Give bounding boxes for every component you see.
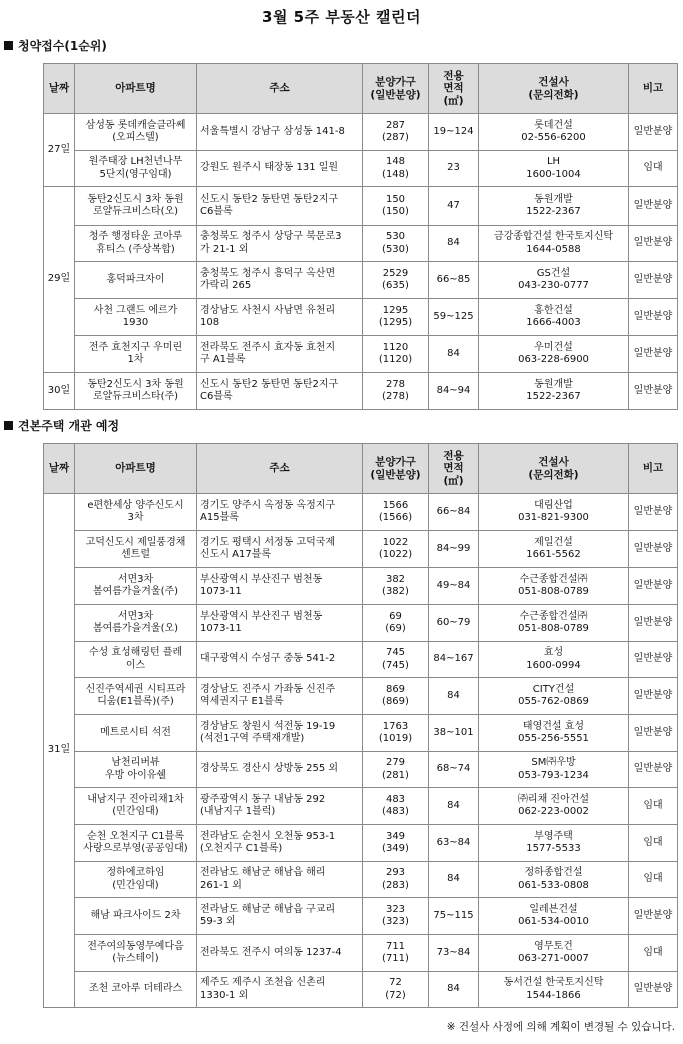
units-cell: 1566 (1566) xyxy=(363,494,429,531)
table-row xyxy=(44,187,678,226)
address-cell: 전라남도 해남군 해남읍 구교리 59-3 외 xyxy=(197,898,363,935)
table-row xyxy=(44,715,678,752)
area-cell: 84 xyxy=(429,788,479,825)
units-cell: 483 (483) xyxy=(363,788,429,825)
column-header: 비고 xyxy=(629,444,678,494)
note-cell: 임대 xyxy=(629,788,678,825)
table-row xyxy=(44,825,678,862)
model-house-table xyxy=(43,443,678,1008)
builder-contact-cell: 우미건설 063-228-6900 xyxy=(479,336,629,373)
column-header: 날짜 xyxy=(44,444,75,494)
table-row xyxy=(44,151,678,187)
area-cell: 84~99 xyxy=(429,531,479,568)
address-cell: 전라남도 해남군 해남읍 해리 261-1 외 xyxy=(197,862,363,898)
table-row xyxy=(44,531,678,568)
area-cell: 84~94 xyxy=(429,373,479,410)
table-row xyxy=(44,373,678,410)
note-cell: 일반분양 xyxy=(629,299,678,336)
units-cell: 148 (148) xyxy=(363,151,429,187)
apartment-name-cell: 동탄2신도시 3차 동원 로얄듀크비스타(오) xyxy=(75,187,197,226)
address-cell: 신도시 동탄2 동탄면 동탄2지구 C6블록 xyxy=(197,187,363,226)
address-cell: 부산광역시 부산진구 범천동 1073-11 xyxy=(197,605,363,642)
area-cell: 23 xyxy=(429,151,479,187)
units-cell: 382 (382) xyxy=(363,568,429,605)
apartment-name-cell: e편한세상 양주신도시 3차 xyxy=(75,494,197,531)
units-cell: 293 (283) xyxy=(363,862,429,898)
builder-contact-cell: 일레븐건설 061-534-0010 xyxy=(479,898,629,935)
builder-contact-cell: ㈜리채 진아건설 062-223-0002 xyxy=(479,788,629,825)
apartment-name-cell: 삼성동 롯데캐슬클라쎄 (오피스텔) xyxy=(75,114,197,151)
area-cell: 38~101 xyxy=(429,715,479,752)
builder-contact-cell: LH 1600-1004 xyxy=(479,151,629,187)
apartment-name-cell: 남천리버뷰 우방 아이유쉘 xyxy=(75,752,197,788)
address-cell: 전라북도 전주시 여의동 1237-4 xyxy=(197,935,363,972)
square-bullet-icon xyxy=(4,41,13,50)
units-cell: 2529 (635) xyxy=(363,262,429,299)
address-cell: 강원도 원주시 태장동 131 일원 xyxy=(197,151,363,187)
table-row xyxy=(44,788,678,825)
table-row xyxy=(44,299,678,336)
column-header: 분양가구 (일반분양) xyxy=(363,64,429,114)
date-cell: 29일 xyxy=(44,187,75,373)
units-cell: 869 (869) xyxy=(363,678,429,715)
address-cell: 부산광역시 부산진구 범천동 1073-11 xyxy=(197,568,363,605)
table-row xyxy=(44,262,678,299)
builder-contact-cell: 동서건설 한국토지신탁 1544-1866 xyxy=(479,972,629,1008)
units-cell: 323 (323) xyxy=(363,898,429,935)
units-cell: 69 (69) xyxy=(363,605,429,642)
apartment-name-cell: 청주 행정타운 코아루 휴티스 (주상복합) xyxy=(75,226,197,262)
units-cell: 1763 (1019) xyxy=(363,715,429,752)
apartment-name-cell: 원주태장 LH천년나무 5단지(영구임대) xyxy=(75,151,197,187)
address-cell: 경상북도 경산시 상방동 255 외 xyxy=(197,752,363,788)
address-cell: 서울특별시 강남구 삼성동 141-8 xyxy=(197,114,363,151)
date-cell: 27일 xyxy=(44,114,75,187)
apartment-name-cell: 조천 코아루 더테라스 xyxy=(75,972,197,1008)
note-cell: 일반분양 xyxy=(629,605,678,642)
date-cell: 30일 xyxy=(44,373,75,410)
address-cell: 충청북도 청주시 흥덕구 옥산면 가락리 265 xyxy=(197,262,363,299)
builder-contact-cell: 대림산업 031-821-9300 xyxy=(479,494,629,531)
column-header: 날짜 xyxy=(44,64,75,114)
area-cell: 19~124 xyxy=(429,114,479,151)
address-cell: 경상남도 창원시 석전동 19-19 (석전1구역 주택재개발) xyxy=(197,715,363,752)
header-row xyxy=(44,444,678,494)
note-cell: 일반분양 xyxy=(629,114,678,151)
area-cell: 66~84 xyxy=(429,494,479,531)
units-cell: 72 (72) xyxy=(363,972,429,1008)
table-row xyxy=(44,972,678,1008)
note-cell: 일반분양 xyxy=(629,226,678,262)
apartment-name-cell: 서면3차 봄여름가을겨울(오) xyxy=(75,605,197,642)
builder-contact-cell: 수근종합건설㈜ 051-808-0789 xyxy=(479,605,629,642)
table-row xyxy=(44,114,678,151)
column-header: 주소 xyxy=(197,444,363,494)
table-row xyxy=(44,752,678,788)
note-cell: 임대 xyxy=(629,862,678,898)
column-header: 건설사 (문의전화) xyxy=(479,444,629,494)
apartment-name-cell: 사천 그랜드 에르가 1930 xyxy=(75,299,197,336)
section-heading-subscription xyxy=(4,37,107,54)
area-cell: 75~115 xyxy=(429,898,479,935)
note-cell: 임대 xyxy=(629,825,678,862)
units-cell: 530 (530) xyxy=(363,226,429,262)
note-cell: 일반분양 xyxy=(629,568,678,605)
area-cell: 84 xyxy=(429,226,479,262)
table-row xyxy=(44,898,678,935)
date-cell: 31일 xyxy=(44,494,75,1008)
address-cell: 전라북도 전주시 효자동 효천지 구 A1블록 xyxy=(197,336,363,373)
table-row xyxy=(44,605,678,642)
column-header: 주소 xyxy=(197,64,363,114)
table-row xyxy=(44,336,678,373)
builder-contact-cell: 동원개발 1522-2367 xyxy=(479,187,629,226)
note-cell: 일반분양 xyxy=(629,715,678,752)
builder-contact-cell: 제일건설 1661-5562 xyxy=(479,531,629,568)
address-cell: 경기도 평택시 서정동 고덕국제 신도시 A17블록 xyxy=(197,531,363,568)
area-cell: 84 xyxy=(429,862,479,898)
area-cell: 84~167 xyxy=(429,642,479,678)
apartment-name-cell: 전주여의동영무예다음 (뉴스테이) xyxy=(75,935,197,972)
area-cell: 84 xyxy=(429,336,479,373)
square-bullet-icon xyxy=(4,421,13,430)
area-cell: 68~74 xyxy=(429,752,479,788)
column-header: 아파트명 xyxy=(75,444,197,494)
area-cell: 84 xyxy=(429,972,479,1008)
table-row xyxy=(44,678,678,715)
address-cell: 경상남도 사천시 사남면 유천리 108 xyxy=(197,299,363,336)
apartment-name-cell: 해남 파크사이드 2차 xyxy=(75,898,197,935)
area-cell: 59~125 xyxy=(429,299,479,336)
table-row xyxy=(44,494,678,531)
apartment-name-cell: 신진주역세권 시티프라 디움(E1블록)(주) xyxy=(75,678,197,715)
apartment-name-cell: 내남지구 진아리채1차 (민간임대) xyxy=(75,788,197,825)
builder-contact-cell: 부영주택 1577-5533 xyxy=(479,825,629,862)
builder-contact-cell: 동원개발 1522-2367 xyxy=(479,373,629,410)
apartment-name-cell: 고덕신도시 제일풍경채 센트럴 xyxy=(75,531,197,568)
apartment-name-cell: 동탄2신도시 3차 동원 로얄듀크비스타(주) xyxy=(75,373,197,410)
column-header: 건설사 (문의전화) xyxy=(479,64,629,114)
page-title: 3월 5주 부동산 캘린더 xyxy=(262,8,421,26)
note-cell: 일반분양 xyxy=(629,531,678,568)
note-cell: 일반분양 xyxy=(629,262,678,299)
apartment-name-cell: 정하에코하임 (민간임대) xyxy=(75,862,197,898)
table-row xyxy=(44,642,678,678)
table-row xyxy=(44,935,678,972)
section-heading-label: 견본주택 개관 예정 xyxy=(18,419,120,433)
units-cell: 279 (281) xyxy=(363,752,429,788)
address-cell: 충청북도 청주시 상당구 북문로3 가 21-1 외 xyxy=(197,226,363,262)
table-row xyxy=(44,862,678,898)
note-cell: 임대 xyxy=(629,151,678,187)
apartment-name-cell: 전주 효천지구 우미린 1차 xyxy=(75,336,197,373)
note-cell: 일반분양 xyxy=(629,373,678,410)
address-cell: 경기도 양주시 옥정동 옥정지구 A15블록 xyxy=(197,494,363,531)
note-cell: 일반분양 xyxy=(629,336,678,373)
units-cell: 711 (711) xyxy=(363,935,429,972)
table-row xyxy=(44,568,678,605)
column-header: 분양가구 (일반분양) xyxy=(363,444,429,494)
units-cell: 287 (287) xyxy=(363,114,429,151)
address-cell: 전라남도 순천시 오천동 953-1 (오천지구 C1블록) xyxy=(197,825,363,862)
column-header: 전용 면적 (㎡) xyxy=(429,444,479,494)
builder-contact-cell: SM㈜우방 053-793-1234 xyxy=(479,752,629,788)
address-cell: 신도시 동탄2 동탄면 동탄2지구 C6블록 xyxy=(197,373,363,410)
section-heading-label: 청약접수(1순위) xyxy=(18,39,107,53)
note-cell: 일반분양 xyxy=(629,678,678,715)
address-cell: 경상남도 진주시 가좌동 신진주 역세권지구 E1블록 xyxy=(197,678,363,715)
area-cell: 47 xyxy=(429,187,479,226)
builder-contact-cell: 금강종합건설 한국토지신탁 1644-0588 xyxy=(479,226,629,262)
builder-contact-cell: 홍한건설 1666-4003 xyxy=(479,299,629,336)
note-cell: 일반분양 xyxy=(629,494,678,531)
note-cell: 일반분양 xyxy=(629,752,678,788)
note-cell: 일반분양 xyxy=(629,187,678,226)
units-cell: 1120 (1120) xyxy=(363,336,429,373)
units-cell: 745 (745) xyxy=(363,642,429,678)
builder-contact-cell: GS건설 043-230-0777 xyxy=(479,262,629,299)
table-row xyxy=(44,226,678,262)
address-cell: 대구광역시 수성구 중동 541-2 xyxy=(197,642,363,678)
footnote: ※ 건설사 사정에 의해 계획이 변경될 수 있습니다. xyxy=(446,1021,675,1033)
area-cell: 66~85 xyxy=(429,262,479,299)
units-cell: 1022 (1022) xyxy=(363,531,429,568)
apartment-name-cell: 수성 효성해링턴 플레 이스 xyxy=(75,642,197,678)
units-cell: 1295 (1295) xyxy=(363,299,429,336)
area-cell: 60~79 xyxy=(429,605,479,642)
builder-contact-cell: 태영건설 효성 055-256-5551 xyxy=(479,715,629,752)
header-row xyxy=(44,64,678,114)
address-cell: 광주광역시 동구 내남동 292 (내남지구 1블럭) xyxy=(197,788,363,825)
column-header: 전용 면적 (㎡) xyxy=(429,64,479,114)
builder-contact-cell: 영무토건 063-271-0007 xyxy=(479,935,629,972)
apartment-name-cell: 순천 오천지구 C1블록 사랑으로부영(공공임대) xyxy=(75,825,197,862)
builder-contact-cell: 롯데건설 02-556-6200 xyxy=(479,114,629,151)
note-cell: 임대 xyxy=(629,935,678,972)
column-header: 아파트명 xyxy=(75,64,197,114)
area-cell: 84 xyxy=(429,678,479,715)
area-cell: 49~84 xyxy=(429,568,479,605)
apartment-name-cell: 홍덕파크자이 xyxy=(75,262,197,299)
column-header: 비고 xyxy=(629,64,678,114)
units-cell: 278 (278) xyxy=(363,373,429,410)
address-cell: 제주도 제주시 조천읍 신촌리 1330-1 외 xyxy=(197,972,363,1008)
units-cell: 349 (349) xyxy=(363,825,429,862)
area-cell: 63~84 xyxy=(429,825,479,862)
builder-contact-cell: 정하종합건설 061-533-0808 xyxy=(479,862,629,898)
note-cell: 일반분양 xyxy=(629,972,678,1008)
apartment-name-cell: 서면3차 봄여름가을겨울(주) xyxy=(75,568,197,605)
units-cell: 150 (150) xyxy=(363,187,429,226)
builder-contact-cell: 수근종합건설㈜ 051-808-0789 xyxy=(479,568,629,605)
builder-contact-cell: 효성 1600-0994 xyxy=(479,642,629,678)
builder-contact-cell: CITY건설 055-762-0869 xyxy=(479,678,629,715)
note-cell: 일반분양 xyxy=(629,642,678,678)
subscription-table xyxy=(43,63,678,410)
note-cell: 일반분양 xyxy=(629,898,678,935)
area-cell: 73~84 xyxy=(429,935,479,972)
section-heading-model-house xyxy=(4,417,119,434)
apartment-name-cell: 메트로시티 석전 xyxy=(75,715,197,752)
